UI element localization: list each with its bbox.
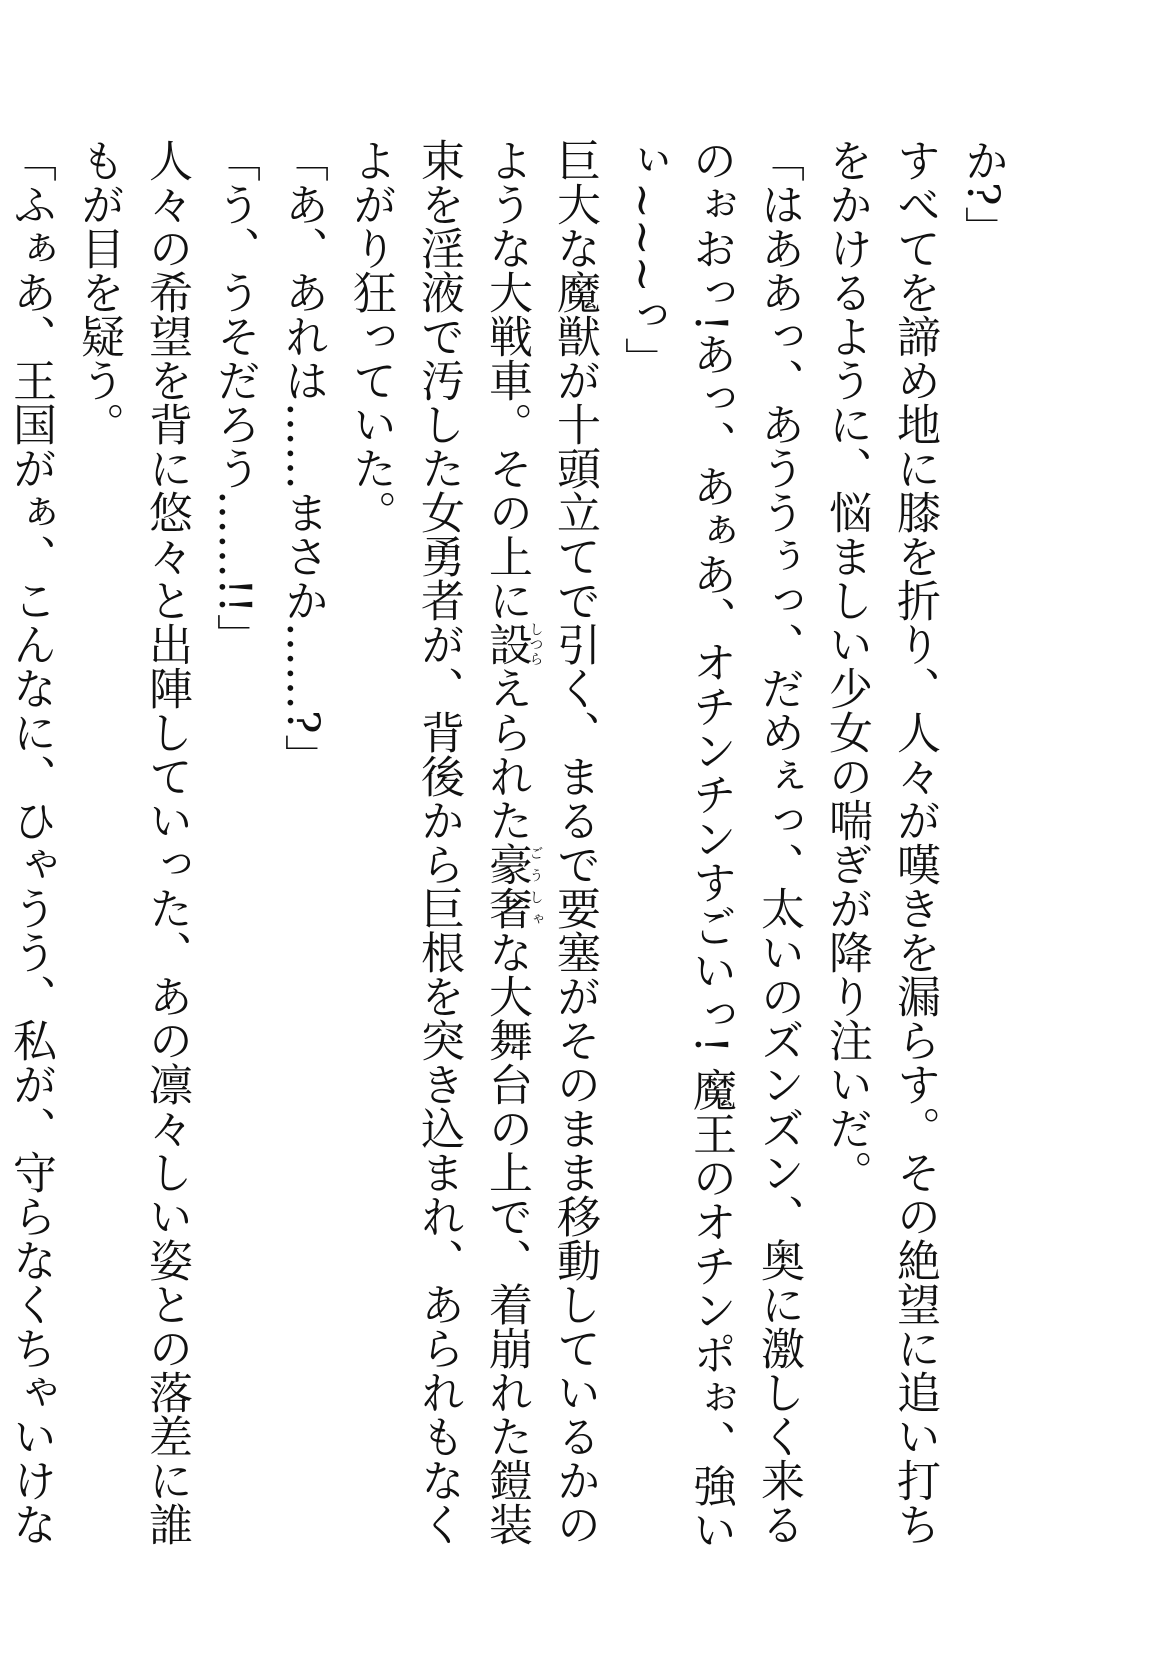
text-line-4: 巨大な魔獣が十頭立てで引く、まるで要塞がそのまま移動しているかのような大戦車。その上に設しつらえられた豪奢ごうしゃな大舞台の上で、着崩れた鎧装束を淫液で汚した女勇者が、背後から巨根を突き込まれ、あられもなくよがり狂っていた。 — [345, 138, 600, 1546]
text-line-7: 人々の希望を背に悠々と出陣していった、あの凛々しい姿との落差に誰もが目を疑う。 — [73, 138, 192, 1546]
text-line-8: 「ふぁあ、王国がぁ、こんなに、ひゃうう、私が、守らなくちゃいけな — [5, 138, 56, 1546]
text-line-5: 「あ、あれは……まさか……?」 — [277, 138, 328, 778]
furigana-shitsura: 設しつら — [481, 622, 544, 666]
text-line-3: 「はああっ、あううぅっ、だめぇっ、太いのズンズン、奥に激しく来るのぉおっ!あっ、あぁあ、オチンチンすごいっ! 魔王のオチンポぉ、強いぃ~~~っ」 — [617, 138, 804, 1552]
text-line-2: すべてを諦め地に膝を折り、人々が嘆きを漏らす。その絶望に追い打ちをかけるように、悩ましい少女の喘ぎが降り注いだ。 — [821, 138, 940, 1546]
vertical-text-block — [0, 138, 1016, 1558]
furigana-gousha: 豪奢ごうしゃ — [481, 842, 544, 930]
text-line-1: か?」 — [957, 138, 1008, 250]
text-line-6: 「う、うそだろう……!!」 — [209, 138, 260, 658]
